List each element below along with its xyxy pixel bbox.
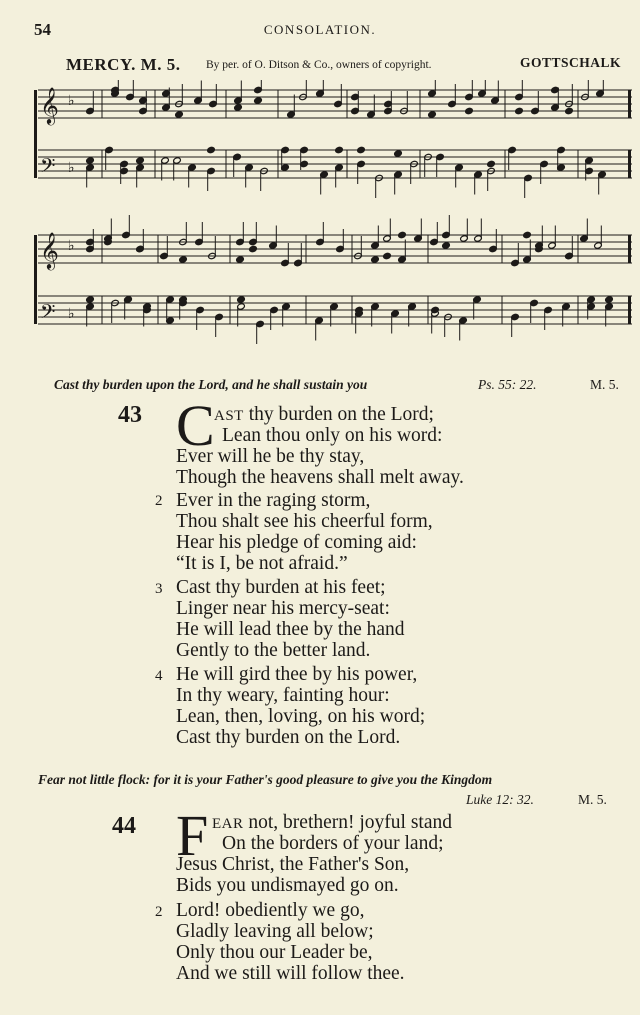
note-head	[442, 242, 451, 249]
note-head	[254, 97, 263, 104]
note-head	[408, 303, 417, 310]
final-bar	[628, 296, 631, 324]
hymn-44-number: 44	[112, 813, 136, 839]
note-head	[335, 146, 344, 153]
hymn-43-scripture: Cast thy burden upon the Lord, and he shall sustain you	[54, 377, 368, 392]
stanza-number: 2	[155, 904, 163, 920]
verse-line: Thou shalt see his cheerful form,	[176, 511, 433, 532]
note-head	[136, 157, 145, 164]
note-head	[383, 252, 392, 259]
stanza-number: 2	[155, 493, 163, 509]
note-head	[136, 245, 145, 252]
note-head	[394, 150, 403, 157]
verse-line: Hear his pledge of coming aid:	[176, 532, 417, 553]
note-head	[515, 107, 524, 114]
hymn-43-line-1: AST thy burden on the Lord;	[214, 404, 434, 425]
flat-icon: ♭	[68, 238, 75, 254]
note-head	[371, 256, 380, 263]
note-head	[565, 252, 574, 259]
verse-line: Cast thy burden on the Lord.	[176, 727, 401, 748]
verse-line: He will gird thee by his power,	[176, 664, 418, 685]
treble-clef-icon: 𝄞	[40, 231, 59, 269]
note-head	[234, 104, 243, 111]
note-head	[207, 146, 216, 153]
stanza-number: 3	[155, 581, 163, 597]
hymn-43-meter: M. 5.	[590, 377, 619, 392]
system-bracket	[34, 90, 37, 178]
music-score	[30, 80, 636, 356]
hymn-44-meter: M. 5.	[578, 792, 607, 807]
verse-line: And we still will follow thee.	[176, 963, 405, 984]
copyright-notice: By per. of O. Ditson & Co., owners of copyright.	[206, 59, 432, 71]
verse-line: Gently to the better land.	[176, 640, 371, 661]
final-bar	[628, 150, 631, 178]
hymn-43-line-2: Lean thou only on his word:	[222, 425, 443, 446]
flat-icon: ♭	[68, 160, 75, 176]
verse-line: Lord! obediently we go,	[176, 900, 365, 921]
note-head	[233, 153, 242, 160]
stanza-number: 4	[155, 668, 163, 684]
note-head	[124, 296, 133, 303]
final-bar	[628, 90, 631, 118]
verse-line: In thy weary, fainting hour:	[176, 685, 390, 706]
hymn-43-number: 43	[118, 402, 142, 428]
hymn-44-line-1: EAR not, brethern! joyful stand	[212, 812, 452, 833]
note-head	[86, 296, 95, 303]
flat-icon: ♭	[68, 93, 75, 109]
hymn-43-line-4: Though the heavens shall melt away.	[176, 467, 464, 488]
flat-icon: ♭	[68, 306, 75, 322]
verse-line: Ever in the raging storm,	[176, 490, 371, 511]
verse-line: Lean, then, loving, on his word;	[176, 706, 426, 727]
note-head	[236, 256, 245, 263]
note-head	[523, 231, 532, 238]
verse-line: Cast thy burden at his feet;	[176, 577, 386, 598]
hymn-44-scripture: Fear not little flock: for it is your Father's good pleasure to give you the Kingdom	[38, 772, 493, 787]
hymn-44-dropcap: F	[176, 803, 209, 868]
note-head	[179, 256, 188, 263]
bass-clef-icon: 𝄢	[40, 300, 56, 328]
note-head	[398, 231, 407, 238]
verse-line: “It is I, be not afraid.”	[176, 553, 348, 574]
tune-name: MERCY. M. 5.	[66, 55, 181, 74]
hymn-44-line-3: Jesus Christ, the Father's Son,	[176, 854, 410, 875]
system-bracket	[34, 235, 37, 324]
treble-clef-icon: 𝄞	[40, 86, 59, 124]
hymn-43-reference: Ps. 55: 22.	[478, 377, 537, 392]
note-head	[428, 111, 437, 118]
verse-line: Only thou our Leader be,	[176, 942, 373, 963]
hymn-44-line-4: Bids you undismayed go on.	[176, 875, 399, 896]
note-head	[605, 296, 614, 303]
verse-line: Linger near his mercy-seat:	[176, 598, 390, 619]
bass-clef-icon: 𝄢	[40, 154, 56, 182]
note-head	[316, 90, 325, 97]
hymn-43-line-3: Ever will he be thy stay,	[176, 446, 365, 467]
hymn-44-reference: Luke 12: 32.	[466, 792, 534, 807]
note-head	[487, 160, 496, 167]
note-head	[294, 259, 303, 266]
note-head	[465, 107, 474, 114]
note-head	[249, 245, 258, 252]
note-head	[357, 146, 366, 153]
page-number: 54	[34, 20, 51, 39]
final-bar	[628, 235, 631, 263]
verse-line: Gladly leaving all below;	[176, 921, 374, 942]
hymn-43-dropcap: C	[176, 393, 215, 458]
hymn-44-line-2: On the borders of your land;	[222, 833, 444, 854]
note-head	[86, 157, 95, 164]
composer-name: GOTTSCHALK	[520, 55, 622, 70]
running-head: CONSOLATION.	[263, 22, 377, 37]
note-head	[237, 296, 246, 303]
note-head	[565, 107, 574, 114]
verse-line: He will lead thee by the hand	[176, 619, 405, 640]
note-head	[175, 111, 184, 118]
